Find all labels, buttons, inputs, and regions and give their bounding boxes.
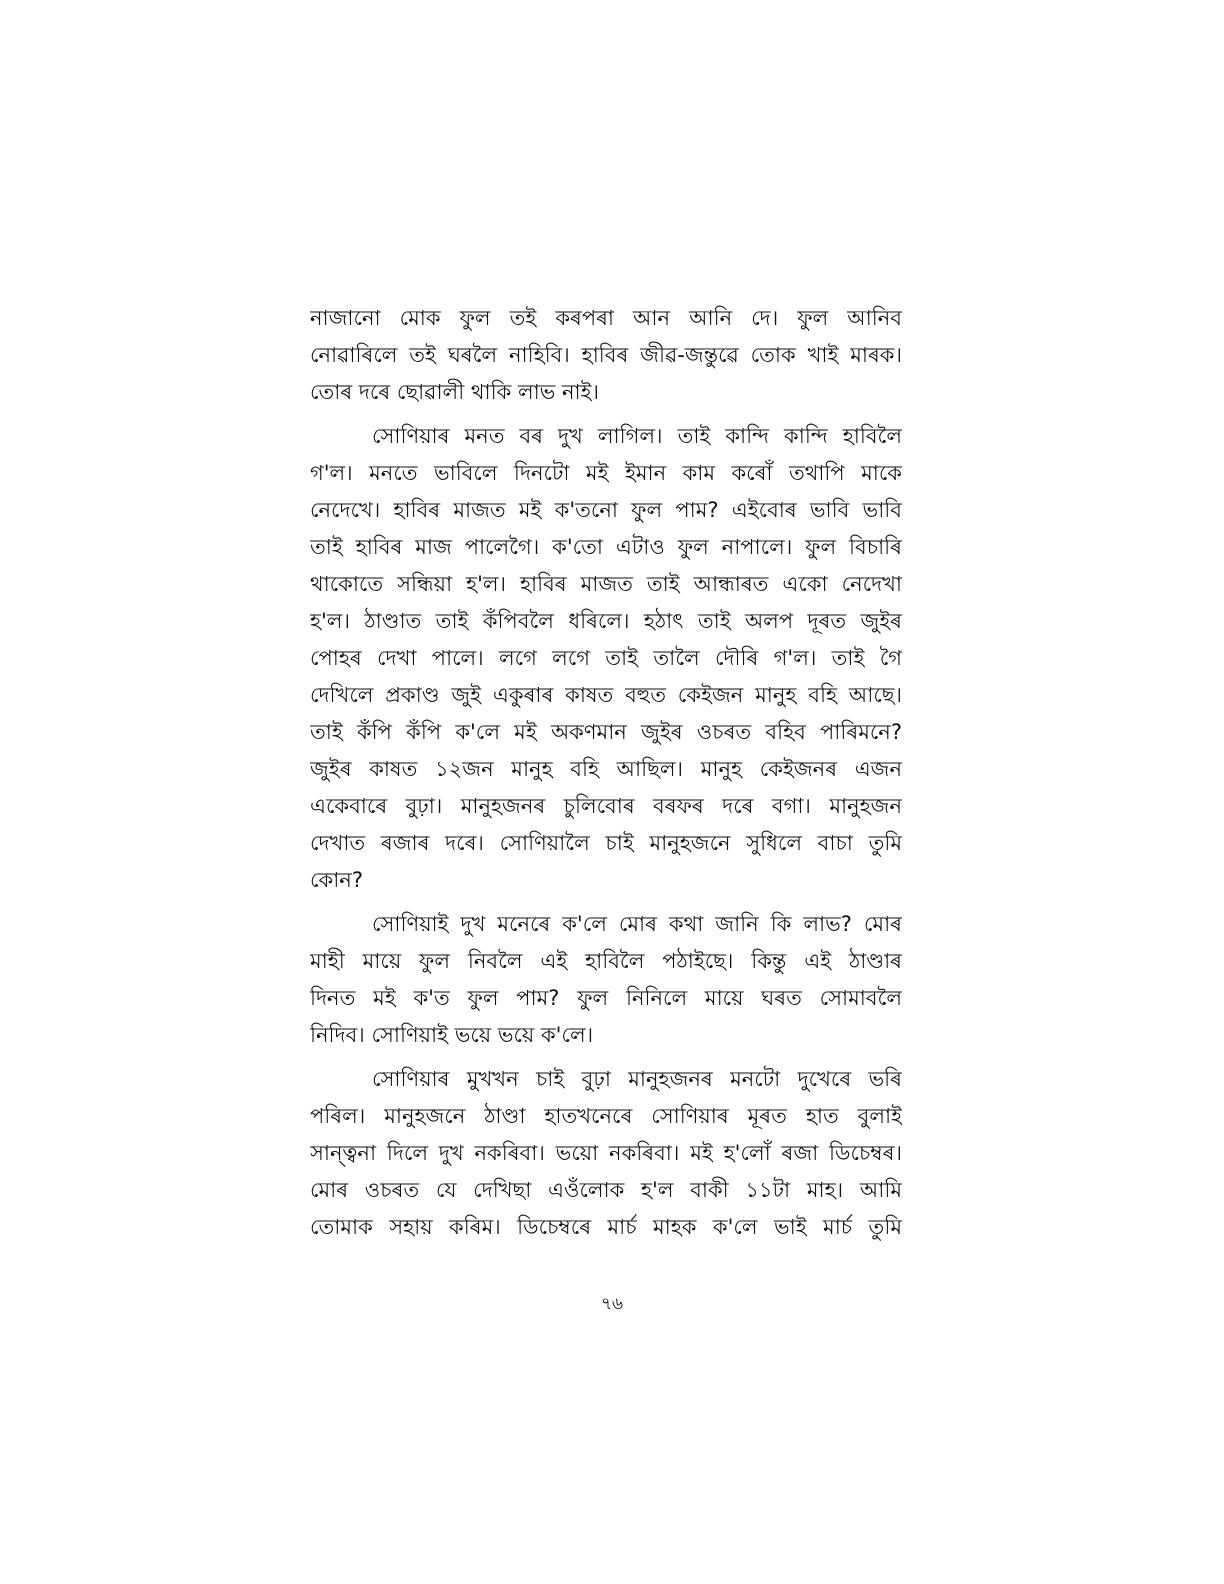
text-line: তাই হাবিৰ মাজ পালেগৈ। ক'তো এটাও ফুল নাপালে। ফুল বিচাৰি [310,535,902,559]
paragraph-4 [310,1061,902,1246]
text-line: সান্ত্বনা দিলে দুখ নকৰিবা। ভয়ো নকৰিবা। মই হ'লোঁ ৰজা ডিচেম্বৰ। [310,1141,902,1165]
text-line: দেখিলে প্ৰকাণ্ড জুই একুৰাৰ কাষত বহুত কেইজন মানুহ বহি আছে। [310,683,902,707]
paragraph-3 [310,906,902,1054]
text-line: তোৰ দৰে ছোৱালী থাকি লাভ নাই। [310,380,600,404]
text-line: সোণিয়াৰ মনত বৰ দুখ লাগিল। তাই কান্দি কান্দি হাবিলৈ [372,424,902,448]
text-line: নেদেখে। হাবিৰ মাজত মই ক'তনো ফুল পাম? এইবোৰ ভাবি ভাবি [310,498,902,522]
page-number: ৭৬ [600,1294,624,1314]
text-line: একেবাৰে বুঢ়া। মানুহজনৰ চুলিবোৰ বৰফৰ দৰে বগা। মানুহজন [310,794,902,818]
paragraph-1 [310,300,902,411]
text-line: দেখাত ৰজাৰ দৰে। সোণিয়ালৈ চাই মানুহজনে সুধিলে বাচা তুমি [310,831,902,855]
text-line: নিদিব। সোণিয়াই ভয়ে ভয়ে ক'লে। [310,1023,594,1047]
text-line: কোন? [310,868,363,892]
text-line: সোণিয়াই দুখ মনেৰে ক'লে মোৰ কথা জানি কি লাভ? মোৰ [372,912,902,936]
text-line: গ'ল। মনতে ভাবিলে দিনটো মই ইমান কাম কৰোঁ তথাপি মাকে [310,461,902,485]
text-line: তাই কঁপি কঁপি ক'লে মই অকণমান জুইৰ ওচৰত বহিব পাৰিমনে? [310,720,902,744]
text-line: নোৱাৰিলে তই ঘৰলৈ নাহিবি। হাবিৰ জীৱ-জন্তুৱে তোক খাই মাৰক। [310,343,902,367]
text-line: সোণিয়াৰ মুখখন চাই বুঢ়া মানুহজনৰ মনটো দুখেৰে ভৰি [372,1067,902,1091]
text-line: পোহৰ দেখা পালে। লগে লগে তাই তালৈ দৌৰি গ'ল। তাই গৈ [310,646,902,670]
text-line: মাহী মায়ে ফুল নিবলৈ এই হাবিলৈ পঠাইছে। কিন্তু এই ঠাণ্ডাৰ [310,949,902,973]
text-line: নাজানো মোক ফুল তই কৰপৰা আন আনি দে। ফুল আনিব [310,306,902,330]
text-line: মোৰ ওচৰত যে দেখিছা এওঁলোক হ'ল বাকী ১১টা মাহ। আমি [310,1178,902,1202]
paragraph-2 [310,418,902,899]
text-line: থাকোতে সন্ধিয়া হ'ল। হাবিৰ মাজত তাই আন্ধাৰত একো নেদেখা [310,572,902,596]
body-text [310,300,902,1253]
text-line: তোমাক সহায় কৰিম। ডিচেম্বৰে মাৰ্চ মাহক ক'লে ভাই মাৰ্চ তুমি [310,1215,902,1239]
text-line: পৰিল। মানুহজনে ঠাণ্ডা হাতখনেৰে সোণিয়াৰ মূৰত হাত বুলাই [310,1104,902,1128]
text-line: দিনত মই ক'ত ফুল পাম? ফুল নিনিলে মায়ে ঘৰত সোমাবলৈ [310,986,902,1010]
text-line: হ'ল। ঠাণ্ডাত তাই কঁপিবলৈ ধৰিলে। হঠাৎ তাই অলপ দূৰত জুইৰ [310,609,902,633]
text-line: জুইৰ কাষত ১২জন মানুহ বহি আছিল। মানুহ কেইজনৰ এজন [310,757,902,781]
